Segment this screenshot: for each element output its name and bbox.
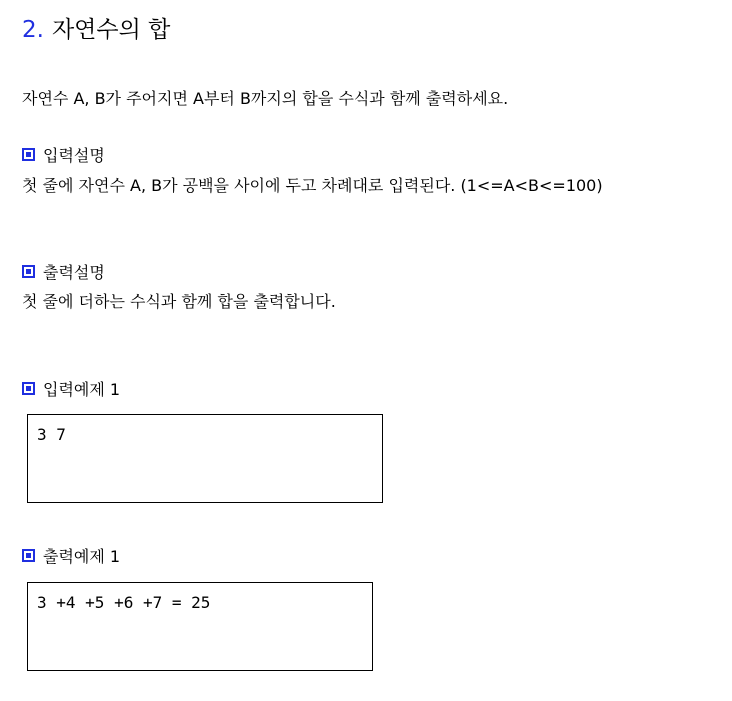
problem-description: 자연수 A, B가 주어지면 A부터 B까지의 합을 수식과 함께 출력하세요. <box>22 89 509 108</box>
square-bullet-icon <box>22 382 35 395</box>
input-description-text: 첫 줄에 자연수 A, B가 공백을 사이에 두고 차례대로 입력된다. (1<=A<B<=100) <box>22 176 603 195</box>
input-example-content: 3 7 <box>37 425 66 444</box>
square-bullet-icon <box>22 265 35 278</box>
output-description-label: 출력설명 <box>43 263 105 282</box>
input-description-heading <box>22 145 105 167</box>
output-example-heading <box>22 546 120 568</box>
output-example-label: 출력예제 1 <box>43 547 121 566</box>
output-example-content: 3 +4 +5 +6 +7 = 25 <box>37 593 211 612</box>
input-description-label: 입력설명 <box>43 146 105 165</box>
input-example-label: 입력예제 1 <box>43 380 121 399</box>
square-bullet-icon <box>22 549 35 562</box>
problem-number: 2. <box>22 17 44 43</box>
input-example-box <box>27 414 383 503</box>
problem-title <box>22 14 170 46</box>
square-bullet-icon <box>22 148 35 161</box>
output-example-box <box>27 582 373 671</box>
problem-title-text: 자연수의 합 <box>51 17 171 43</box>
input-example-heading <box>22 379 120 401</box>
output-description-text: 첫 줄에 더하는 수식과 함께 합을 출력합니다. <box>22 292 336 311</box>
output-description-heading <box>22 262 105 284</box>
